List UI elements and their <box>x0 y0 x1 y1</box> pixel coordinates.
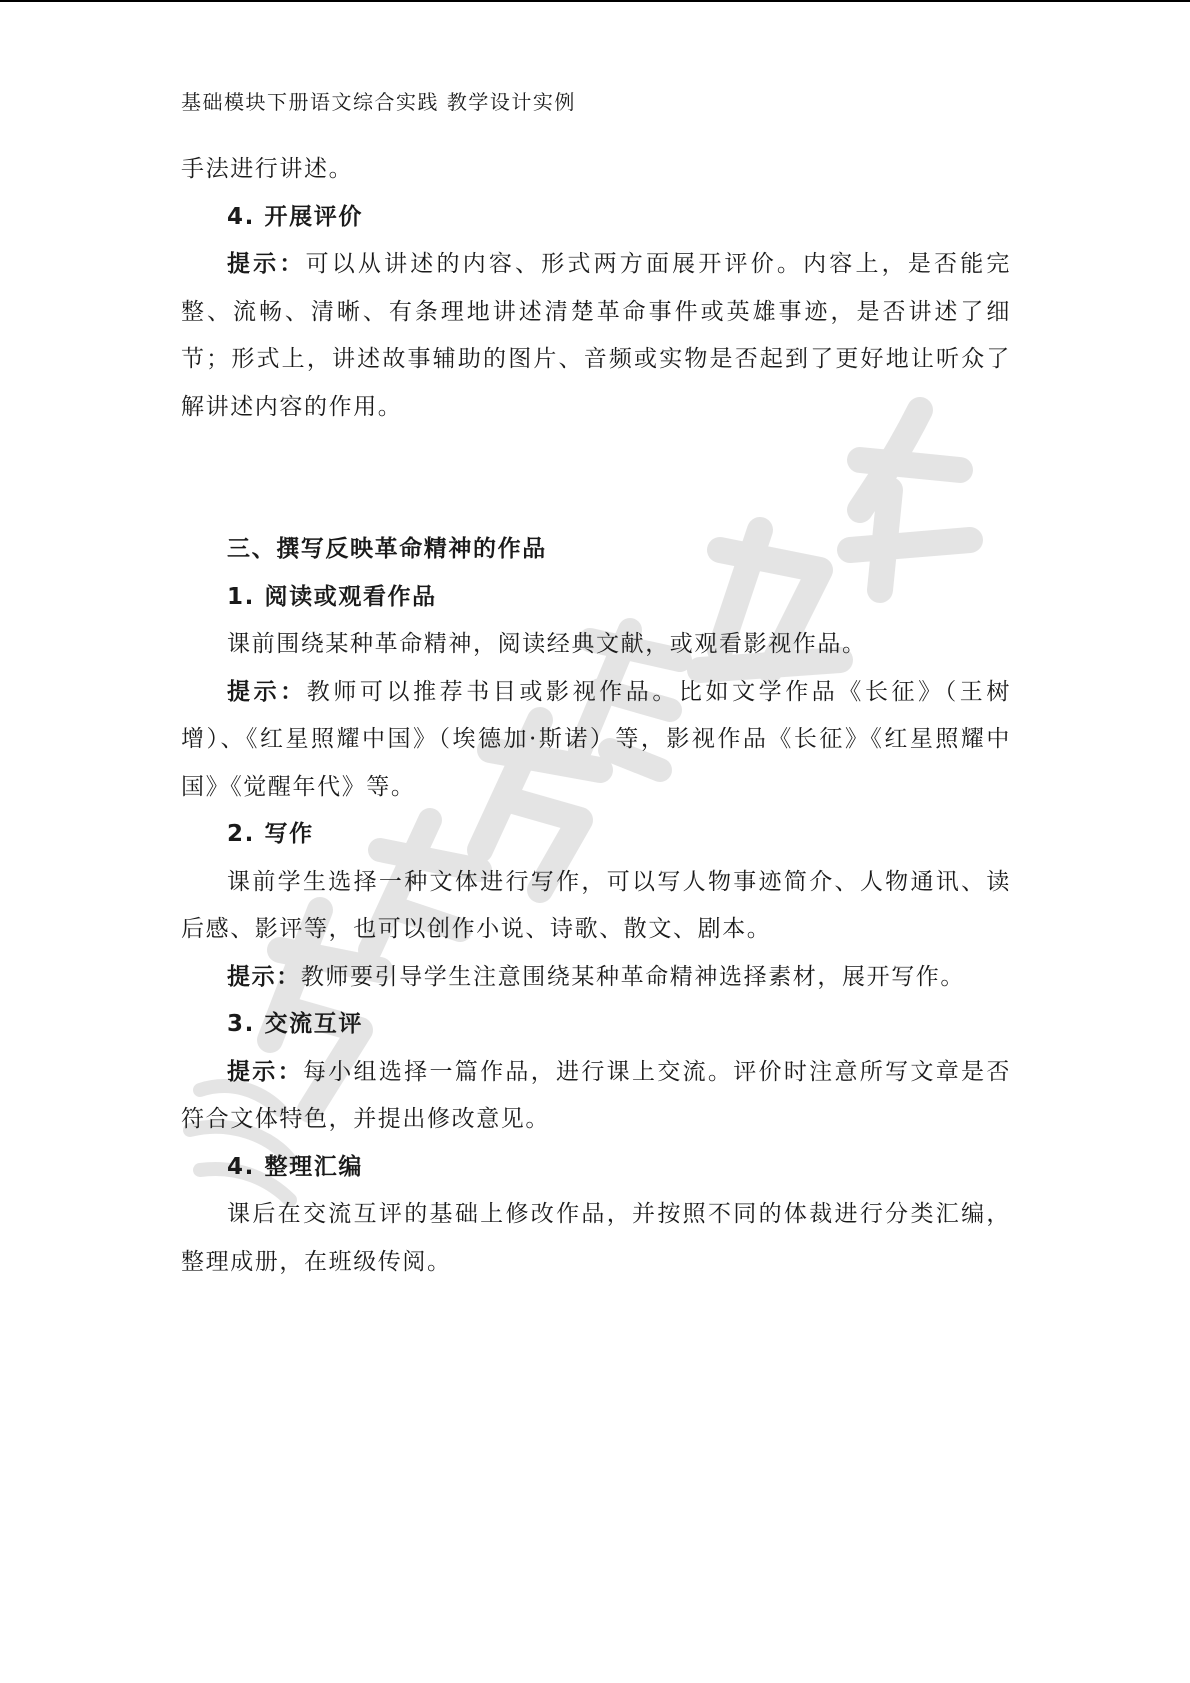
tip-text: 教师可以推荐书目或影视作品。比如文学作品《长征》（王树增）、《红星照耀中国》（埃德加·斯诺）等，影视作品《长征》《红星照耀中国》《觉醒年代》等。 <box>181 678 1011 800</box>
top-rule <box>0 0 1190 2</box>
chapter-heading: 三、撰写反映革命精神的作品 <box>227 536 547 562</box>
tip-paragraph <box>181 669 1011 812</box>
section-heading: 3. 交流互评 <box>227 1011 363 1037</box>
paragraph: 手法进行讲述。 <box>181 156 354 182</box>
tip-label: 提示： <box>227 963 301 990</box>
tip-label: 提示： <box>227 678 307 705</box>
tip-text: 教师要引导学生注意围绕某种革命精神选择素材，展开写作。 <box>300 963 966 990</box>
tip-label: 提示： <box>227 1058 303 1085</box>
section-heading: 4. 整理汇编 <box>227 1153 363 1180</box>
section-heading: 1. 阅读或观看作品 <box>227 583 437 610</box>
tip-text: 每小组选择一篇作品，进行课上交流。评价时注意所写文章是否符合文体特色，并提出修改意见。 <box>181 1058 1011 1132</box>
section-heading: 4. 开展评价 <box>227 203 363 230</box>
tip-paragraph <box>181 1049 1011 1144</box>
section-gap <box>181 431 1011 526</box>
tip-text: 可以从讲述的内容、形式两方面展开评价。内容上，是否能完整、流畅、清晰、有条理地讲述清楚革命事件或英雄事迹，是否讲述了细节；形式上，讲述故事辅助的图片、音频或实物是否起到了更好地让听众了解讲述内容的作用。 <box>181 251 1011 420</box>
tip-label: 提示： <box>227 251 306 277</box>
paragraph: 课后在交流互评的基础上修改作品，并按照不同的体裁进行分类汇编，整理成册，在班级传阅。 <box>181 1201 1011 1275</box>
paragraph: 课前围绕某种革命精神，阅读经典文献，或观看影视作品。 <box>227 631 867 657</box>
tip-paragraph <box>181 954 1011 1002</box>
paragraph: 课前学生选择一种文体进行写作，可以写人物事迹简介、人物通讯、读后感、影评等，也可以创作小说、诗歌、散文、剧本。 <box>181 868 1011 942</box>
running-header: 基础模块下册语文综合实践 教学设计实例 <box>181 90 576 114</box>
tip-paragraph <box>181 241 1011 431</box>
section-heading: 2. 写作 <box>227 821 314 847</box>
document-body <box>181 146 1011 1286</box>
